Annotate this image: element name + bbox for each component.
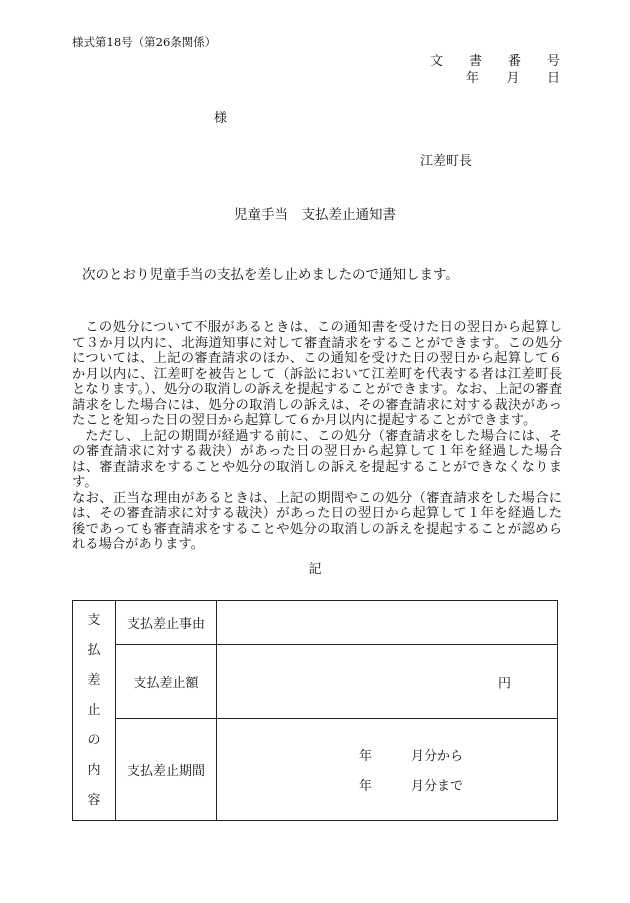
amount-label-cell — [116, 645, 217, 719]
document-number-char: 番 — [507, 54, 521, 69]
period-from-line — [359, 745, 463, 764]
period-label: 支払差止期間 — [126, 764, 205, 779]
vertical-header-char: 止 — [87, 702, 101, 718]
appeal-paragraph-3: なお、正当な理由があるときは、上記の期間やこの処分（審査請求をした場合には、その審査請求に対する裁決）があった日の翌日から起算して１年を経過した後であっても審査請求をすることや処分の取消しの訴えを提起することが認められる場合があります。 — [72, 490, 562, 552]
period-to-line — [359, 775, 463, 794]
period-value-cell[interactable] — [217, 719, 558, 821]
appeal-notice-body — [72, 320, 562, 553]
reason-label: 支払差止事由 — [126, 617, 205, 632]
yen-unit: 円 — [497, 676, 511, 691]
vertical-header-char: 内 — [87, 762, 101, 778]
intro-text: 次のとおり児童手当の支払を差し止めましたので通知します。 — [82, 267, 459, 283]
document-title: 児童手当 支払差止通知書 — [234, 207, 396, 223]
period-from-year: 年 — [359, 749, 373, 764]
issuer-name: 江差町長 — [420, 154, 473, 169]
period-from-month: 月分から — [411, 749, 464, 764]
reason-label-cell — [116, 601, 217, 645]
form-number: 様式第18号（第26条関係） — [72, 35, 217, 49]
document-date-label — [430, 67, 560, 84]
details-table — [72, 600, 558, 821]
date-month-char: 月 — [506, 71, 520, 86]
recipient-suffix: 様 — [214, 111, 228, 126]
appeal-paragraph-1: この処分について不服があるときは、この通知書を受けた日の翌日から起算して３か月以内に、北海道知事に対して審査請求をすることができます。この処分については、上記の審査請求のほか、この通知を受けた日の翌日から起算して６か月以内に、江差町を被告として（訴訟において江差町を代表する者は江差町長となります。）、処分の取消しの訴えを提起することができます。なお、上記の審査請求をした場合には、処分の取消しの訴えは、その審査請求に対する裁決があったことを知った日の翌日から起算して６か月以内に提起することができます。 — [72, 320, 562, 428]
period-label-cell — [116, 719, 217, 821]
vertical-header-char: 払 — [87, 642, 101, 658]
date-day-char: 日 — [546, 71, 560, 86]
vertical-header-cell — [73, 601, 116, 821]
period-to-month: 月分まで — [411, 779, 464, 794]
amount-label: 支払差止額 — [133, 676, 199, 691]
document-number-char: 書 — [468, 54, 482, 69]
date-year-char: 年 — [466, 71, 480, 86]
amount-value-cell[interactable] — [217, 645, 558, 719]
vertical-header-char: 容 — [87, 792, 101, 808]
document-number-char: 号 — [546, 54, 560, 69]
ki-heading: 記 — [308, 562, 322, 577]
appeal-paragraph-2: ただし、上記の期間が経過する前に、この処分（審査請求をした場合には、その審査請求に対する裁決）があった日の翌日から起算して１年を経過した場合は、審査請求をすることや処分の取消しの訴えを提起することができなくなります。 — [72, 428, 562, 490]
document-number-label — [430, 50, 560, 67]
vertical-header-char: の — [87, 732, 101, 748]
vertical-header-char: 支 — [87, 612, 101, 628]
vertical-header-char: 差 — [87, 672, 101, 688]
document-number-block — [430, 50, 560, 84]
document-number-char: 文 — [430, 54, 444, 69]
reason-value-cell[interactable] — [217, 601, 558, 645]
period-to-year: 年 — [359, 779, 373, 794]
